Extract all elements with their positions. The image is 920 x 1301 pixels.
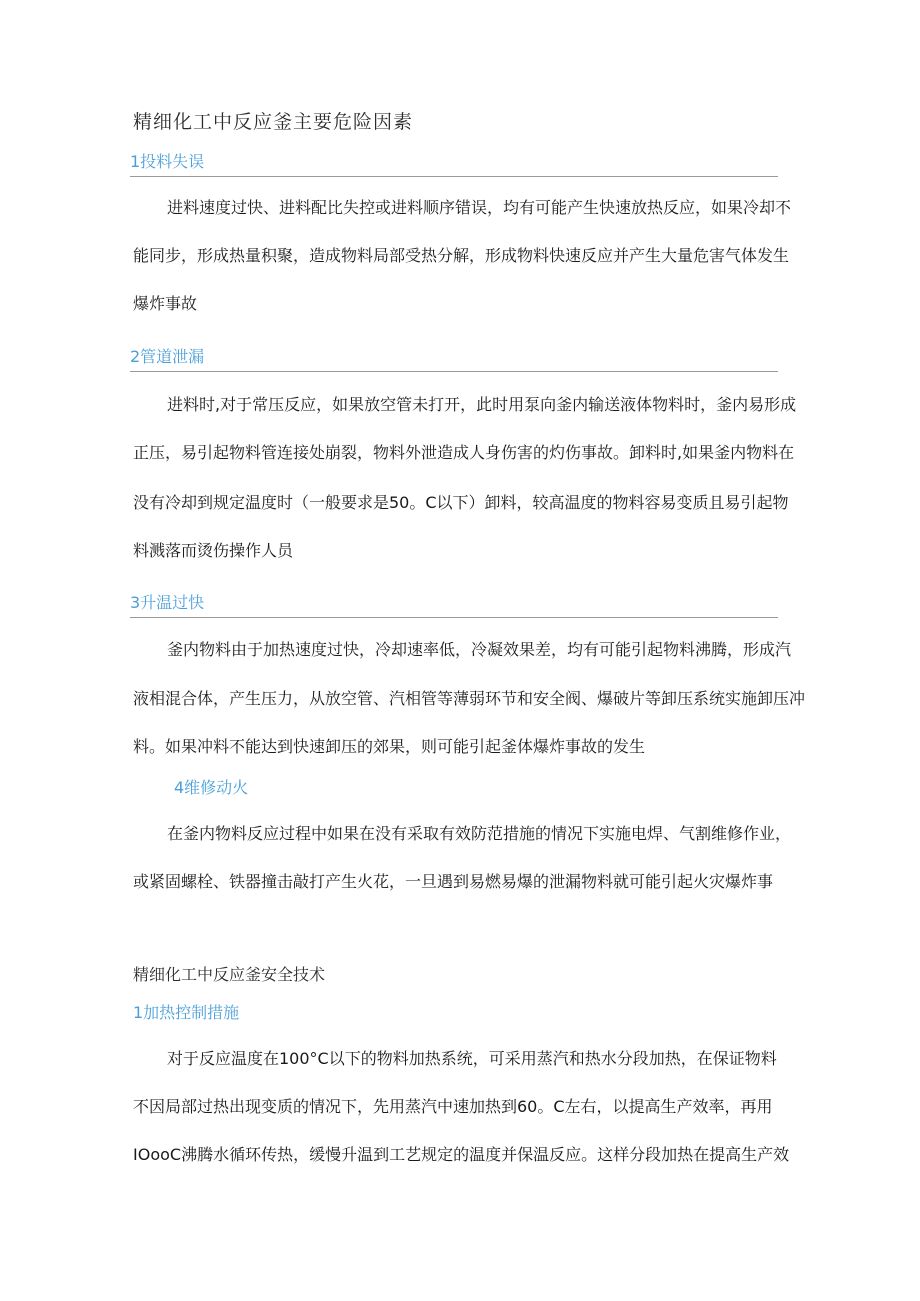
paragraph-line: 没有冷却到规定温度时（一般要求是50。C以下）卸料，较高温度的物料容易变质且易引起物	[133, 493, 789, 512]
section-heading-maintenance-fire: 4维修动火	[174, 778, 249, 797]
section-heading-feeding-error: 1投料失误	[130, 149, 778, 177]
section-heading-pipe-leak: 2管道泄漏	[130, 344, 778, 372]
paragraph-line: 进料速度过快、进料配比失控或进料顺序错误，均有可能产生快速放热反应，如果冷却不	[167, 198, 792, 217]
paragraph-line: 不因局部过热出现变质的情况下，先用蒸汽中速加热到60。C左右，以提高生产效率，再用	[133, 1097, 773, 1116]
paragraph-line: IOooC沸腾水循环传热，缓慢升温到工艺规定的温度并保温反应。这样分段加热在提高生产效	[133, 1145, 790, 1164]
paragraph-line: 或紧固螺栓、铁器撞击敲打产生火花，一旦遇到易燃易爆的泄漏物料就可能引起火灾爆炸事	[133, 872, 774, 891]
paragraph-line: 能同步，形成热量积聚，造成物料局部受热分解，形成物料快速反应并产生大量危害气体发生	[133, 246, 790, 265]
paragraph-line: 爆炸事故	[133, 294, 198, 313]
paragraph-line: 正压，易引起物料管连接处崩裂，物料外泄造成人身伤害的灼伤事故。卸料时,如果釜内物料在	[133, 443, 795, 462]
document-title: 精细化工中反应釜主要危险因素	[133, 111, 414, 133]
section-heading-overheating: 3升温过快	[130, 590, 778, 618]
paragraph-line: 对于反应温度在100°C以下的物料加热系统，可采用蒸汽和热水分段加热，在保证物料	[167, 1049, 777, 1068]
paragraph-line: 料溅落而烫伤操作人员	[133, 541, 294, 560]
document-subtitle: 精细化工中反应釜安全技术	[133, 965, 326, 984]
paragraph-line: 进料时,对于常压反应，如果放空管未打开，此时用泵向釜内输送液体物料时，釜内易形成	[167, 395, 797, 414]
paragraph-line: 在釜内物料反应过程中如果在没有采取有效防范措施的情况下实施电焊、气割维修作业，	[167, 824, 792, 843]
paragraph-line: 液相混合体，产生压力，从放空管、汽相管等薄弱环节和安全阀、爆破片等卸压系统实施卸压冲	[133, 689, 806, 708]
section-heading-heating-control: 1加热控制措施	[133, 1003, 240, 1022]
paragraph-line: 釜内物料由于加热速度过快，冷却速率低，冷凝效果差，均有可能引起物料沸腾，形成汽	[167, 640, 792, 659]
paragraph-line: 料。如果冲料不能达到快速卸压的郊果，则可能引起釜体爆炸事故的发生	[133, 737, 646, 756]
